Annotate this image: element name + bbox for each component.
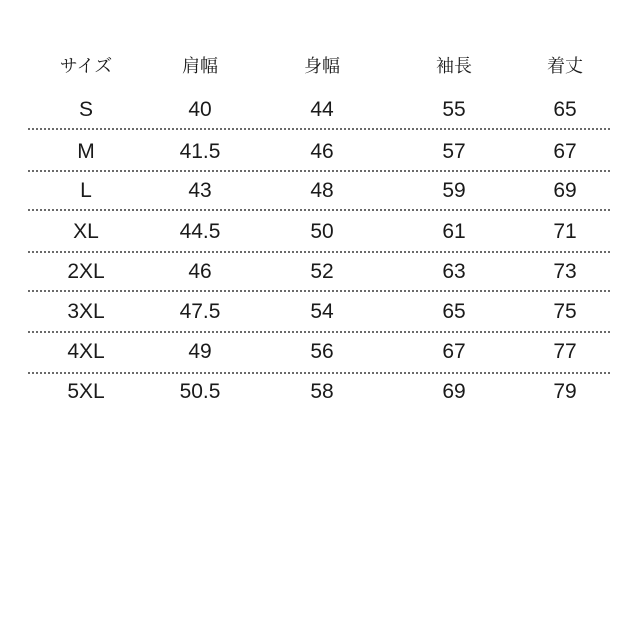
- row-divider: [28, 128, 610, 130]
- length-cell: 75: [553, 300, 577, 323]
- row-divider: [28, 290, 610, 292]
- length-cell: 77: [553, 340, 577, 363]
- sleeve-length-cell: 65: [442, 300, 466, 323]
- header-size: サイズ: [59, 56, 113, 77]
- length-cell: 73: [553, 260, 577, 283]
- body-width-cell: 48: [310, 179, 334, 202]
- size-cell: 2XL: [67, 260, 105, 283]
- table-row: [0, 254, 640, 290]
- body-width-cell: 46: [310, 140, 334, 163]
- sleeve-length-cell: 57: [442, 140, 466, 163]
- size-cell: L: [80, 179, 92, 202]
- size-cell: XL: [73, 220, 99, 243]
- body-width-cell: 58: [310, 380, 334, 403]
- table-row: [0, 173, 640, 209]
- table-row: [0, 334, 640, 370]
- body-width-cell: 44: [310, 98, 334, 121]
- sleeve-length-cell: 61: [442, 220, 466, 243]
- header-body-width: 身幅: [304, 56, 340, 77]
- size-cell: 3XL: [67, 300, 105, 323]
- body-width-cell: 50: [310, 220, 334, 243]
- header-shoulder-width: 肩幅: [182, 56, 218, 77]
- table-header-row: [0, 50, 640, 84]
- shoulder-width-cell: 40: [188, 98, 212, 121]
- body-width-cell: 56: [310, 340, 334, 363]
- row-divider: [28, 331, 610, 333]
- shoulder-width-cell: 47.5: [179, 300, 221, 323]
- shoulder-width-cell: 44.5: [179, 220, 221, 243]
- row-divider: [28, 170, 610, 172]
- row-divider: [28, 209, 610, 211]
- table-row: [0, 374, 640, 410]
- sleeve-length-cell: 69: [442, 380, 466, 403]
- table-row: [0, 214, 640, 250]
- sleeve-length-cell: 67: [442, 340, 466, 363]
- header-length: 着丈: [547, 56, 583, 77]
- shoulder-width-cell: 41.5: [179, 140, 221, 163]
- table-row: [0, 134, 640, 170]
- table-row: [0, 92, 640, 128]
- size-cell: 5XL: [67, 380, 105, 403]
- size-cell: 4XL: [67, 340, 105, 363]
- header-sleeve-length: 袖長: [436, 56, 472, 77]
- sleeve-length-cell: 63: [442, 260, 466, 283]
- length-cell: 71: [553, 220, 577, 243]
- length-cell: 69: [553, 179, 577, 202]
- shoulder-width-cell: 46: [188, 260, 212, 283]
- size-cell: S: [78, 98, 94, 121]
- sleeve-length-cell: 55: [442, 98, 466, 121]
- length-cell: 65: [553, 98, 577, 121]
- length-cell: 79: [553, 380, 577, 403]
- table-row: [0, 294, 640, 330]
- size-cell: M: [77, 140, 95, 163]
- body-width-cell: 54: [310, 300, 334, 323]
- sleeve-length-cell: 59: [442, 179, 466, 202]
- length-cell: 67: [553, 140, 577, 163]
- body-width-cell: 52: [310, 260, 334, 283]
- shoulder-width-cell: 49: [188, 340, 212, 363]
- row-divider: [28, 251, 610, 253]
- shoulder-width-cell: 43: [188, 179, 212, 202]
- shoulder-width-cell: 50.5: [179, 380, 221, 403]
